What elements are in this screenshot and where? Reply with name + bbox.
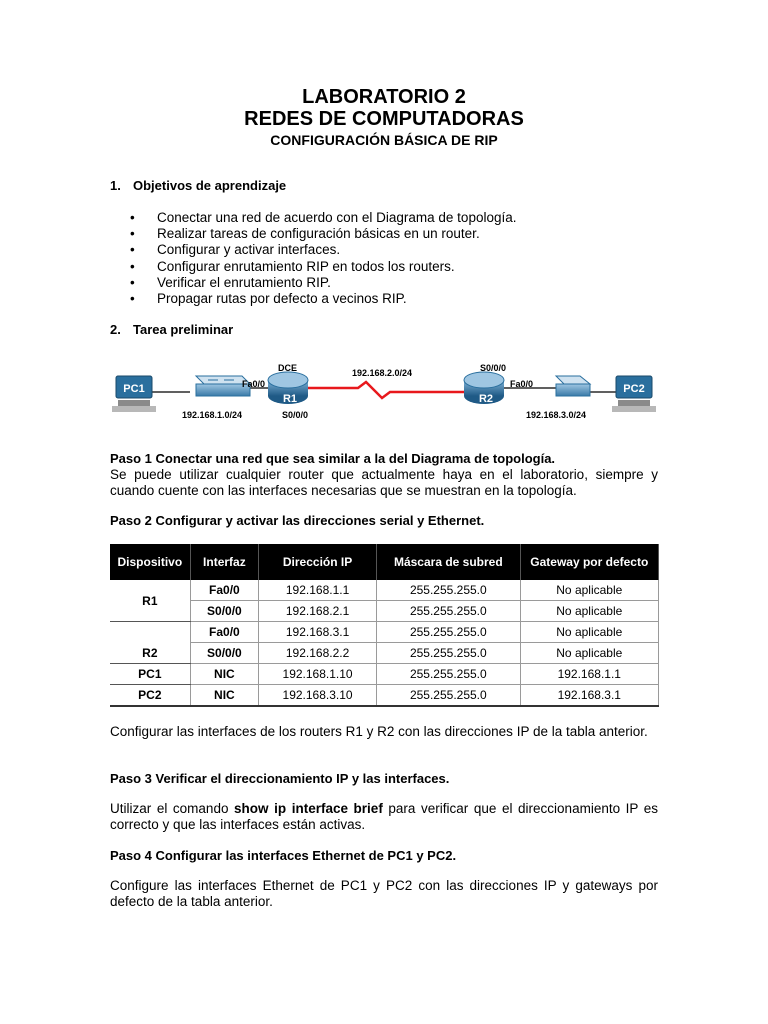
step1-text: Se puede utilizar cualquier router que actualmente haya en el laboratorio, siempre y cuando cuente con las interfaces necesarias que se muestran en la topología. [110,467,658,498]
list-item [130,275,516,291]
mask-cell: 255.255.255.0 [377,622,521,643]
interface-cell: NIC [190,664,258,685]
step4-text: Configure las interfaces Ethernet de PC1 y PC2 con las direcciones IP y gateways por defecto de la tabla anterior. [110,878,658,909]
mask-cell: 255.255.255.0 [377,685,521,707]
mask-cell: 255.255.255.0 [377,643,521,664]
bullet-glyph: • [130,242,135,258]
column-header: Gateway por defecto [520,544,658,580]
gateway-cell: No aplicable [520,622,658,643]
net1-label: 192.168.1.0/24 [182,410,243,420]
switch2-icon [556,376,590,396]
gateway-cell: 192.168.1.1 [520,664,658,685]
objectives-list [130,210,516,307]
net3-label: 192.168.3.0/24 [526,410,587,420]
list-item [130,242,516,258]
device-cell: PC2 [110,685,190,707]
step3-text [110,801,658,833]
interface-cell: S0/0/0 [190,601,258,622]
list-item-text: Configurar y activar interfaces. [157,242,341,258]
list-item-text: Propagar rutas por defecto a vecinos RIP. [157,290,407,306]
section-title: Tarea preliminar [133,322,234,337]
interface-cell: NIC [190,685,258,707]
section-heading-objectives [110,178,286,193]
gateway-cell: No aplicable [520,580,658,601]
step3-text-before: Utilizar el comando [110,801,235,816]
bullet-glyph: • [130,274,135,290]
table-row [110,685,659,707]
column-header: Dirección IP [259,544,377,580]
bullet-glyph: • [130,290,135,306]
ip-cell: 192.168.2.1 [259,601,377,622]
list-item-text: Configurar enrutamiento RIP en todos los routers. [157,258,455,274]
list-item-text: Conectar una red de acuerdo con el Diagrama de topología. [157,210,517,225]
mask-cell: 255.255.255.0 [377,601,521,622]
ip-cell: 192.168.3.10 [259,685,377,707]
step1-title: Paso 1 Conectar una red que sea similar a la del Diagrama de topología. [110,451,556,466]
device-cell: PC1 [110,664,190,685]
doc-subtitle: REDES DE COMPUTADORAS [244,108,524,130]
column-header: Interfaz [190,544,258,580]
bullet-glyph: • [130,258,135,274]
table-row [110,601,659,622]
gateway-cell: No aplicable [520,643,658,664]
r1-serial-label: S0/0/0 [282,410,309,420]
ip-cell: 192.168.1.1 [259,580,377,601]
table-row [110,580,659,601]
column-header: Dispositivo [110,544,190,580]
list-item [130,291,516,307]
table-row [110,622,659,643]
doc-title: LABORATORIO 2 [302,86,466,108]
list-item [130,226,516,242]
table-row [110,664,659,685]
topology-diagram [110,358,658,426]
step3-text-after: para verificar que el direccionamiento IP es correcto y que las interfaces están activas. [110,801,659,832]
interface-cell: Fa0/0 [190,622,258,643]
bullet-glyph: • [130,210,135,225]
gateway-cell: 192.168.3.1 [520,685,658,707]
net2-label: 192.168.2.0/24 [352,368,413,378]
step2-title: Paso 2 Configurar y activar las direcciones serial y Ethernet. [110,513,485,528]
r1-fa-label: Fa0/0 [242,379,266,389]
doc-topic: CONFIGURACIÓN BÁSICA DE RIP [270,132,498,148]
ip-cell: 192.168.1.10 [259,664,377,685]
table-row [110,643,659,664]
ip-cell: 192.168.2.2 [259,643,377,664]
bullet-glyph: • [130,226,135,242]
ip-cell: 192.168.3.1 [259,622,377,643]
interface-cell: Fa0/0 [190,580,258,601]
interface-cell: S0/0/0 [190,643,258,664]
mask-cell: 255.255.255.0 [377,580,521,601]
r2-serial-label: S0/0/0 [480,363,507,373]
column-header: Máscara de subred [377,544,521,580]
list-item-text: Verificar el enrutamiento RIP. [157,274,331,290]
list-item-text: Realizar tareas de configuración básicas en un router. [157,226,480,242]
list-item [130,259,516,275]
section-number: 1. [110,178,121,193]
dce-label: DCE [278,363,298,373]
section-title: Objetivos de aprendizaje [133,178,287,193]
step3-command: show ip interface brief [234,801,383,816]
section-number: 2. [110,322,121,337]
device-cell: R1 [110,580,190,622]
mask-cell: 255.255.255.0 [377,664,521,685]
step4-title: Paso 4 Configurar las interfaces Ethernet de PC1 y PC2. [110,848,457,863]
serial-link [308,382,464,398]
pc2-label: PC2 [623,383,645,395]
r2-label: R2 [478,393,494,405]
after-table-text: Configurar las interfaces de los routers R1 y R2 con las direcciones IP de la tabla anterior. [110,724,648,739]
r2-fa-label: Fa0/0 [510,379,534,389]
table-header-row [110,544,659,580]
gateway-cell: No aplicable [520,601,658,622]
step3-title: Paso 3 Verificar el direccionamiento IP y las interfaces. [110,771,450,786]
list-item [130,210,516,226]
r1-label: R1 [282,393,298,405]
section-heading-preliminary [110,322,233,337]
pc1-label: PC1 [123,383,145,395]
device-cell: R2 [110,622,190,664]
addressing-table [110,544,659,707]
